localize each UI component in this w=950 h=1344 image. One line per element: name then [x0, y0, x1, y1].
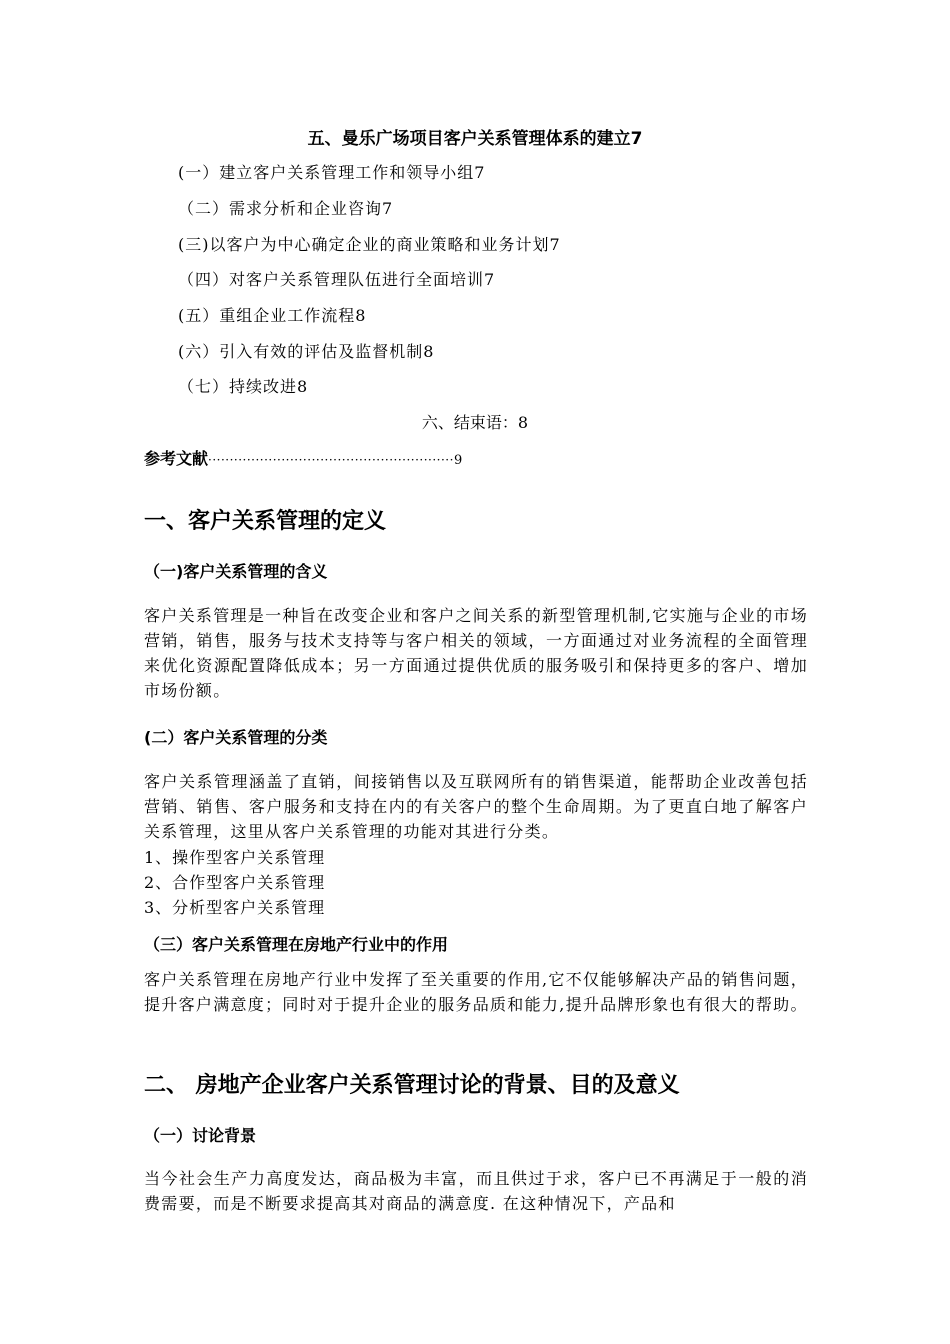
toc-item: (五）重组企业工作流程8: [178, 306, 367, 325]
toc-item: (一）建立客户关系管理工作和领导小组7: [178, 163, 486, 182]
list-item: 1、操作型客户关系管理: [144, 848, 326, 867]
references-label: 参考文献: [144, 449, 209, 468]
subsection-heading: （一)客户关系管理的含义: [144, 562, 328, 581]
paragraph: 客户关系管理在房地产行业中发挥了至关重要的作用,它不仅能够解决产品的销售问题，提升客户满意度；同时对于提升企业的服务品质和能力,提升品牌形象也有很大的帮助。: [144, 970, 808, 1014]
toc-title: 五、曼乐广场项目客户关系管理体系的建立7: [307, 129, 643, 149]
section-heading: 一、客户关系管理的定义: [144, 509, 387, 534]
list-item: 2、合作型客户关系管理: [144, 873, 326, 892]
toc-item: （七）持续改进8: [178, 377, 309, 396]
paragraph: 客户关系管理是一种旨在改变企业和客户之间关系的新型管理机制,它实施与企业的市场营销，销售，服务与技术支持等与客户相关的领域，一方面通过对业务流程的全面管理来优化资源配置降低成本；另一方面通过提供优质的服务吸引和保持更多的客户、增加市场份额。: [144, 606, 808, 700]
toc-ending-item: 六、结束语：8: [421, 413, 529, 432]
references-page: 9: [453, 453, 463, 468]
toc-item: （二）需求分析和企业咨询7: [178, 199, 394, 218]
references-leader-dots: ·························································: [208, 453, 454, 467]
section-heading: 二、 房地产企业客户关系管理讨论的背景、目的及意义: [144, 1073, 680, 1098]
toc-item: （四）对客户关系管理队伍进行全面培训7: [178, 270, 496, 289]
paragraph: 客户关系管理涵盖了直销，间接销售以及互联网所有的销售渠道，能帮助企业改善包括营销、销售、客户服务和支持在内的有关客户的整个生命周期。为了更直白地了解客户关系管理，这里从客户关系管理的功能对其进行分类。: [144, 772, 808, 841]
subsection-heading: (二）客户关系管理的分类: [144, 728, 328, 747]
list-item: 3、分析型客户关系管理: [144, 898, 326, 917]
toc-references: [144, 446, 462, 469]
subsection-heading: （三）客户关系管理在房地产行业中的作用: [144, 935, 449, 954]
subsection-heading: （一）讨论背景: [144, 1126, 257, 1145]
toc-item: (三)以客户为中心确定企业的商业策略和业务计划7: [178, 235, 561, 254]
toc-item: (六）引入有效的评估及监督机制8: [178, 342, 435, 361]
paragraph: 当今社会生产力高度发达，商品极为丰富，而且供过于求，客户已不再满足于一般的消费需要，而是不断要求提高其对商品的满意度. 在这种情况下，产品和: [144, 1169, 808, 1213]
